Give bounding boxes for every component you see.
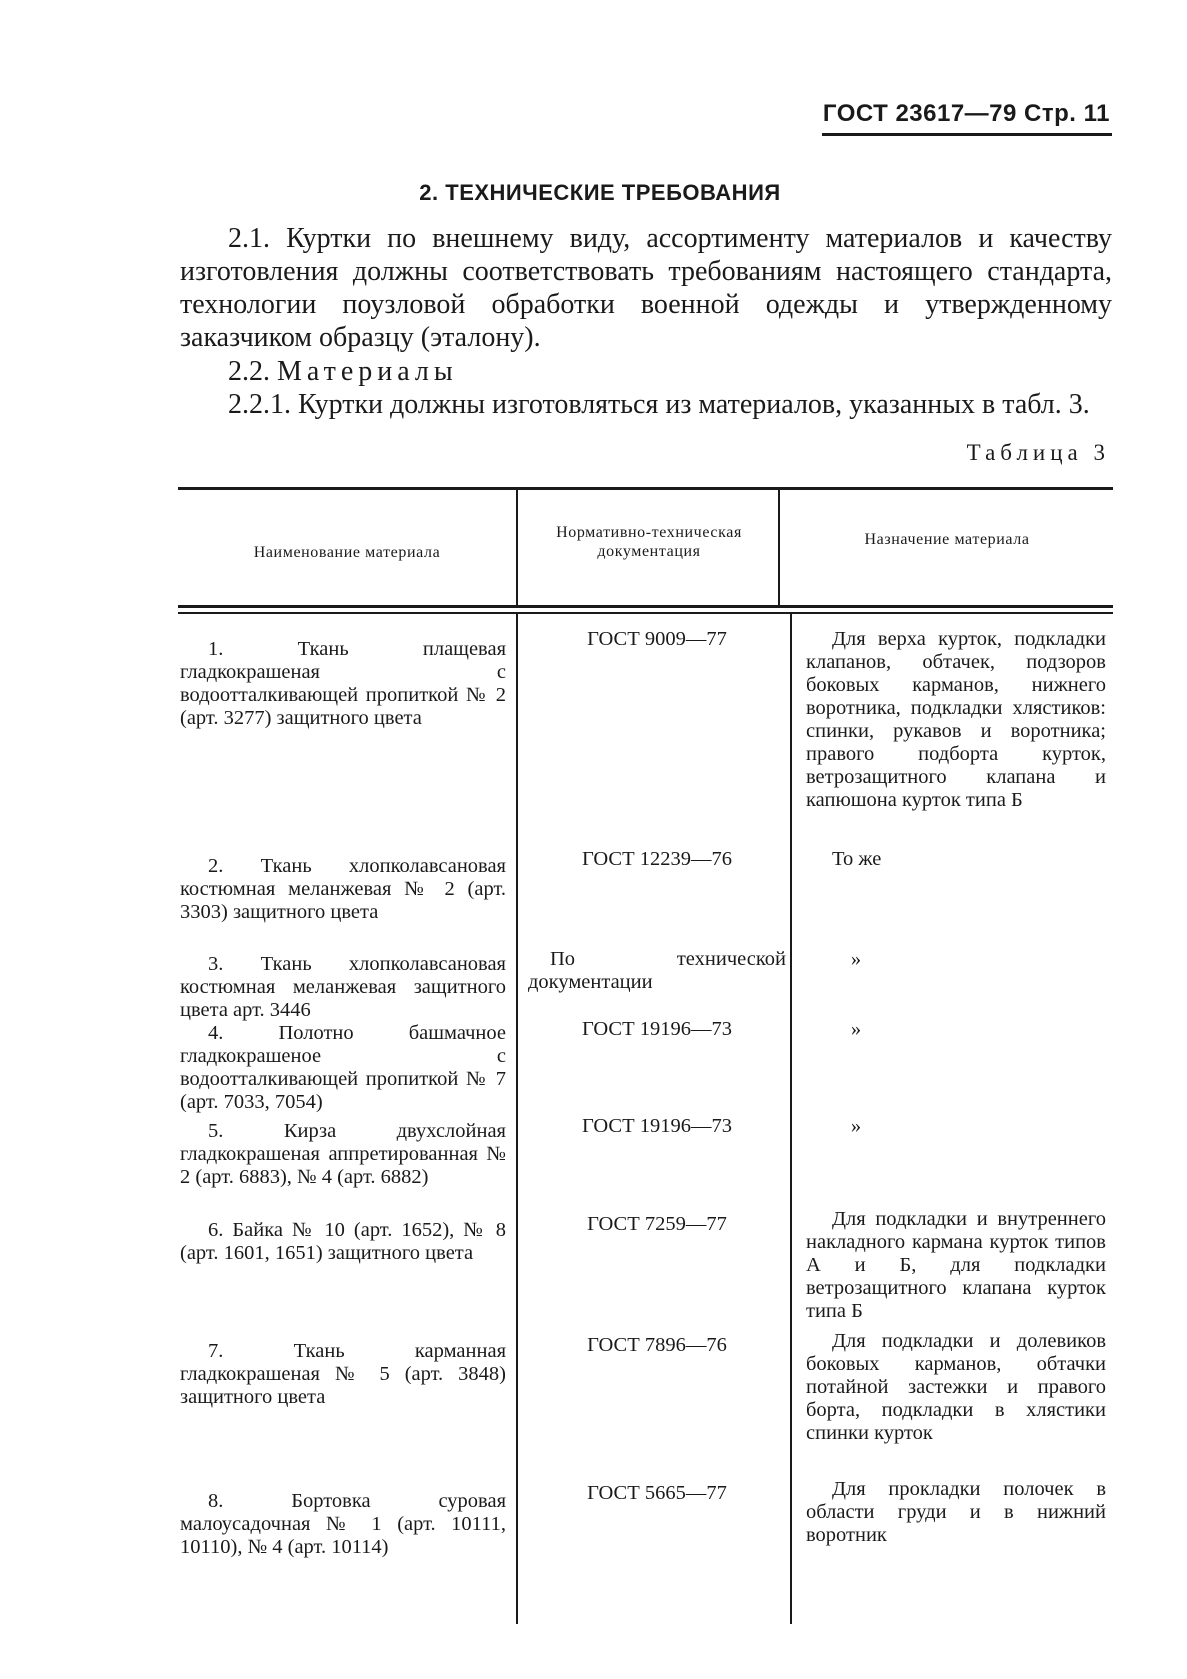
header-rule-lower [178,612,1113,614]
header-rule-upper [178,605,1113,608]
table-row-4-doc: ГОСТ 19196—73 [582,1018,732,1040]
table-row-8-doc: ГОСТ 5665—77 [587,1482,727,1504]
table-row-7-doc: ГОСТ 7896—76 [587,1334,727,1356]
table-row-5-doc: ГОСТ 19196—73 [582,1115,732,1137]
table-row-5-purpose: » [850,1115,862,1137]
paragraph-2-2-1: 2.2.1. Куртки должны изготовляться из материалов, указанных в табл. 3. [228,389,1090,420]
table-row-1-doc: ГОСТ 9009—77 [587,628,727,650]
paragraph-2-2-title: Материалы [277,356,458,387]
header-divider-2 [778,490,780,605]
table-row-7-name: 7. Ткань карманная гладкокрашеная № 5 (арт. 3848) защитного цвета [180,1340,506,1408]
table-row-1-purpose: Для верха курток, подкладки клапанов, обтачек, подзоров боковых карманов, нижнего воротника, подкладки хлястиков: спинки, рукавов и воротника; правого подборта курток, ветрозащитного клапана и капюшона курток типа Б [806,628,1106,811]
column-divider-2 [790,614,792,1624]
table-top-rule [178,487,1113,490]
table-row-2-name: 2. Ткань хлопколавсановая костюмная меланжевая № 2 (арт. 3303) защитного цвета [180,855,506,923]
table-row-4-purpose: » [850,1018,862,1040]
table-row-7-purpose: Для подкладки и долевиков боковых карманов, обтачки потайной застежки и правого борта, подкладки в хлястики спинки курток [806,1330,1106,1444]
table-row-8-purpose: Для прокладки полочек в области груди и в нижний воротник [806,1478,1106,1546]
table-row-6-doc: ГОСТ 7259—77 [587,1213,727,1235]
table-row-1-name: 1. Ткань плащевая гладкокрашеная с водоотталкивающей пропиткой № 2 (арт. 3277) защитного цвета [180,638,506,729]
section-title: 2. ТЕХНИЧЕСКИЕ ТРЕБОВАНИЯ [419,180,781,205]
column-divider-1 [516,614,518,1624]
header-documentation: Нормативно-техническая документация [556,524,742,560]
header-rule [822,133,1112,136]
table-label: Таблица 3 [966,440,1110,465]
table-row-2-purpose: То же [832,848,882,870]
header-purpose: Назначение материала [864,531,1030,548]
paragraph-2-1: 2.1. Куртки по внешнему виду, ассортименту материалов и качеству изготовления должны соответствовать требованиям настоящего стандарта, технологии поузловой обработки военной одежды и утвержденному заказчиком образцу (эталону). [180,223,1112,353]
table-row-4-name: 4. Полотно башмачное гладкокрашеное с водоотталкивающей пропиткой № 7 (арт. 7033, 7054) [180,1022,506,1113]
table-row-3-name: 3. Ткань хлопколавсановая костюмная меланжевая защитного цвета арт. 3446 [180,953,506,1021]
table-row-8-name: 8. Бортовка суровая малоусадочная № 1 (арт. 10111, 10110), № 4 (арт. 10114) [180,1490,506,1558]
table-row-6-name: 6. Байка № 10 (арт. 1652), № 8 (арт. 1601, 1651) защитного цвета [180,1219,506,1264]
paragraph-2-2 [180,355,1112,388]
table-row-3-doc: По технической документации [528,948,786,993]
table-row-6-purpose: Для подкладки и внутреннего накладного кармана курток типов А и Б, для подкладки ветрозащитного клапана курток типа Б [806,1208,1106,1322]
table-row-3-purpose: » [850,948,862,970]
table-row-5-name: 5. Кирза двухслойная гладкокрашеная аппретированная № 2 (арт. 6883), № 4 (арт. 6882) [180,1120,506,1188]
header-material-name: Наименование материала [253,544,441,561]
header-divider-1 [516,490,518,605]
table-row-2-doc: ГОСТ 12239—76 [582,848,732,870]
page-header: ГОСТ 23617—79 Стр. 11 [822,100,1110,127]
paragraph-2-2-number: 2.2. [228,356,270,387]
